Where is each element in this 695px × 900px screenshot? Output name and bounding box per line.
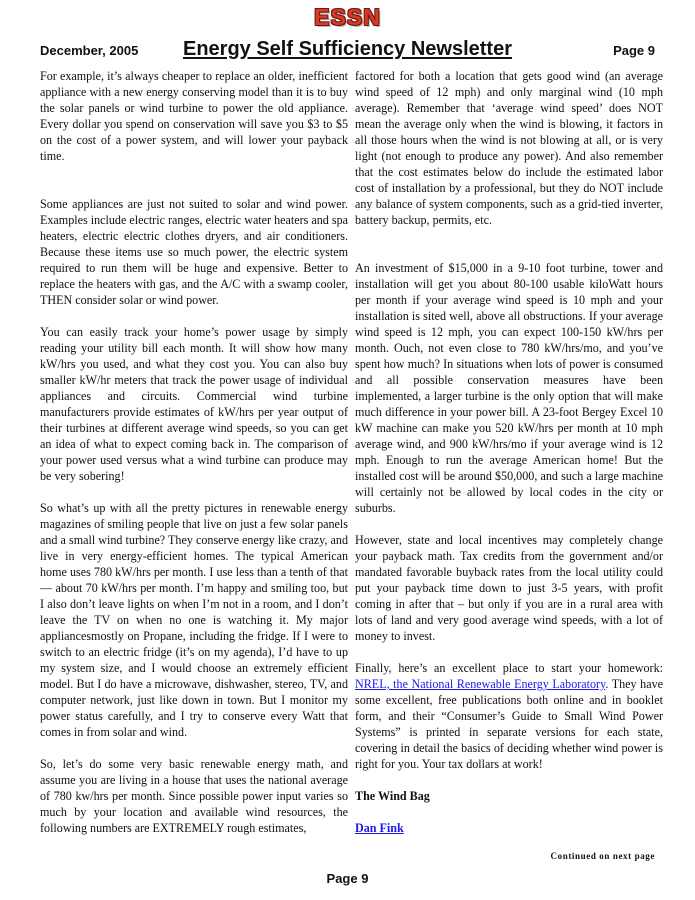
signature-author (355, 820, 663, 836)
article-paragraph: You can easily track your home’s power usage by simply reading your utility bill each month. It will show how many kW/hrs you used, and what they cost you. You can also buy smaller kW/hr meters that track the power usage of individual appliances and circuits. Commercial wind turbine manufacturers provide estimates of kW/hrs per year output of their turbines at different average wind speeds, so you can get an idea of what to expect coming back in. The comparison of your power used versus what a wind turbine can produce may be very sobering! (40, 325, 348, 483)
signature-heading: The Wind Bag (355, 789, 430, 803)
article-paragraph: So what’s up with all the pretty pictures in renewable energy magazines of smiling people that live on just a few solar panels and a small wind turbine? They conserve energy like crazy, and live in very energy-efficient homes. The typical American home uses 780 kW/hrs per month. I use less than a tenth of that — about 70 kW/hrs per month. I’m happy and smiling too, but I also don’t leave lights on when I’m not in a room, and I don’t leave the TV on when no one is watching it. My major appliancesmostly on Propane, including the fridge. If I were to switch to an electric fridge (it’s on my agenda), I’d have to up my system size, and I would choose an extremely efficient model. But I do have a microwave, dishwasher, stereo, TV, and computer network, just like down in town. But I monitor my power status carefully, and I try to conserve every Watt that comes in from solar and wind. (40, 501, 348, 739)
right-column (355, 68, 663, 852)
article-paragraph: However, state and local incentives may completely change your payback math. Tax credits from the government and/or mandated favorable buyback rates from the local utility could put your payback time down to just 3-5 years, with profit coming in after that – but only if you are in a rural area with lots of land and very good average wind speeds, with a lot of money to invest. (355, 533, 663, 643)
left-column (40, 68, 348, 852)
page-header (40, 38, 655, 64)
author-link[interactable]: Dan Fink (355, 821, 404, 835)
nrel-link[interactable]: NREL, the National Renewable Energy Laboratory (355, 677, 606, 691)
article-paragraph: So, let’s do some very basic renewable energy math, and assume you are living in a house that uses the national average of 780 kw/hrs per month. Since possible power input varies so much by your location and available wind resources, the following numbers are EXTREMELY rough estimates, (40, 757, 348, 835)
article-paragraph: Some appliances are just not suited to solar and wind power. Examples include electric ranges, electric water heaters and spa heaters, electric electric clothes dryers, and air conditioners. Because these items use so much power, the electric system required to run them will be huge and expensive. Better to replace the heaters with gas, and the A/C with a swamp cooler, THEN consider solar or wind power. (40, 197, 348, 307)
final-paragraph-rest: . They have some excellent, free publications both online and in booklet form, and their “Consumer’s Guide to Small Wind Power Systems” is printed in separate versions for each state, covering in detail the basics of deciding whether wind power is right for you. Your tax dollars at work! (355, 677, 663, 771)
footer-page-number: Page 9 (326, 871, 369, 886)
article-paragraph: For example, it’s always cheaper to replace an older, inefficient appliance with a new energy conserving model than it is to buy the solar panels or wind turbine to power the old appliance. Every dollar you spend on conservation will save you $3 to $5 on the cost of a power system, and will lower your payback time. (40, 69, 348, 163)
issue-date: December, 2005 (40, 43, 139, 58)
newsletter-title: Energy Self Sufficiency Newsletter (182, 38, 512, 60)
article-paragraph: An investment of $15,000 in a 9-10 foot turbine, tower and installation will get you about 80-100 usable kiloWatt hours per month if your average wind speed is 10 mph and your installation is sited well, above all obstructions. If your average wind speed is 12 mph, you can expect 100-150 kW/hrs per month. Ouch, not even close to 780 kW/hrs/mo, and you’ve spent how much? In situations when lots of power is consumed and all possible conservation measures have been implemented, a larger turbine is the only option that will make much difference in your power bill. A 23-foot Bergey Excel 10 kW machine can make you 520 kW/hrs per month at 10 mph average wind, and 900 kW/hrs/mo if your average wind is 12 mph. Enough to run the average American home! But the installed cost will be around $50,000, and such a large machine will certainly not be allowed by local codes in the city or suburbs. (355, 261, 663, 515)
article-paragraph-final (355, 660, 663, 772)
article-paragraph: factored for both a location that gets good wind (an average wind speed of 12 mph) and only marginal wind (10 mph average). Remember that ‘average wind speed’ does NOT mean the average only when the wind is blowing, it factors in all those hours when the wind is not blowing at all, or is very light (not enough to produce any power). And also remember that the cost estimates below do include the estimated labor cost of installation by a professional, but they do NOT include any balance of system components, such as a grid-tied inverter, battery backup, permits, etc. (355, 69, 663, 227)
header-page-number: Page 9 (613, 43, 655, 58)
essn-logo: ESSN (314, 4, 381, 30)
final-paragraph-intro: Finally, here’s an excellent place to start your homework: (355, 661, 663, 675)
continued-note: Continued on next page (550, 851, 655, 861)
